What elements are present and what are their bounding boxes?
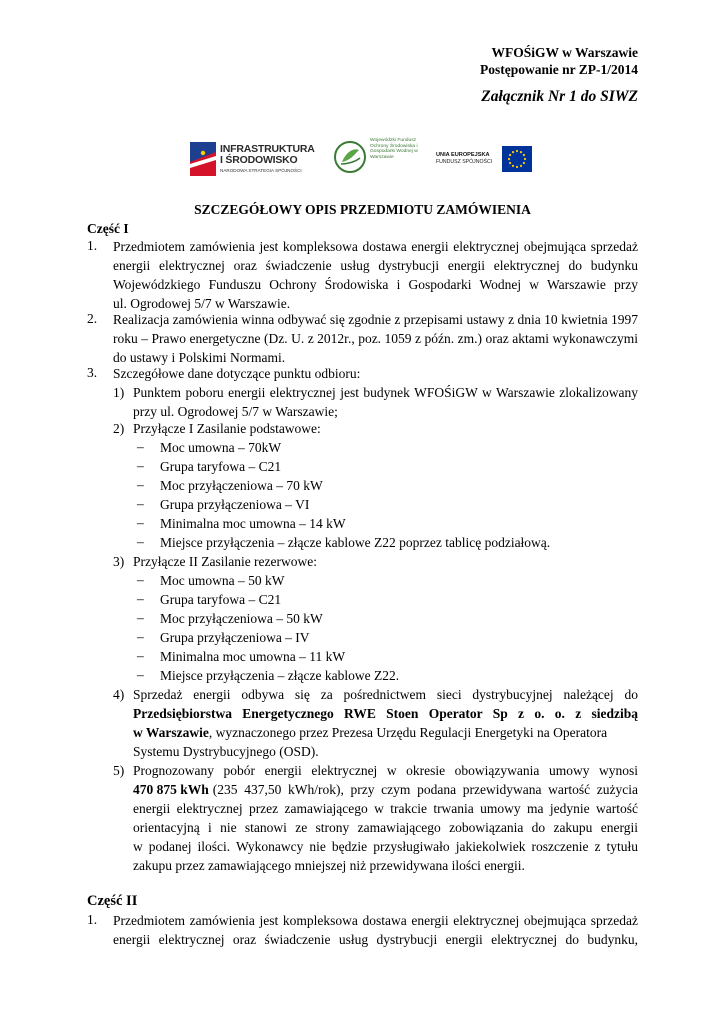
part2-item1-number: 1. xyxy=(87,912,98,927)
document-title: SZCZEGÓŁOWY OPIS PRZEDMIOTU ZAMÓWIENIA xyxy=(194,202,531,217)
sub5-line2-rest: (235 437,50 kWh/rok), przy czym podana przewidywana wartość zużycia xyxy=(212,782,638,797)
logos-bar xyxy=(190,136,535,186)
part1-item1-line2: energii elektrycznej oraz świadczenie usług dystrybucji energii elektrycznej do budynku xyxy=(113,258,638,273)
sub4-line3-bold: w Warszawie xyxy=(133,725,209,740)
eu-logo xyxy=(436,144,536,174)
sub2-list-item: Moc umowna – 70kW xyxy=(160,440,282,455)
sub3-bullet: – xyxy=(137,610,144,625)
sub5-line5: w podanej ilości. Wykonawcy nie będzie przysługiwało jakiekolwiek roszczenie z tytułu xyxy=(133,839,638,854)
sub3-list-item: Grupa taryfowa – C21 xyxy=(160,592,282,607)
sub5-line1: Prognozowany pobór energii elektrycznej w okresie obowiązywania umowy wynosi xyxy=(133,763,638,778)
sub4-line4: Systemu Dystrybucyjnego (OSD). xyxy=(133,744,319,759)
sub2-bullet: – xyxy=(137,477,144,492)
sub2-line1: Przyłącze I Zasilanie podstawowe: xyxy=(133,421,321,436)
part1-item1-line1: Przedmiotem zamówienia jest kompleksowa dostawa energii elektrycznej obejmująca sprzedaż xyxy=(113,239,638,254)
wfosigw-emblem-icon xyxy=(333,140,367,174)
sub3-number: 3) xyxy=(113,554,125,569)
infrastruktura-line1: INFRASTRUKTURA xyxy=(220,143,315,155)
sub1-number: 1) xyxy=(113,385,125,400)
part2-heading: Część II xyxy=(87,893,138,909)
sub5-number: 5) xyxy=(113,763,125,778)
infrastruktura-line3: NARODOWA STRATEGIA SPÓJNOŚCI xyxy=(220,168,302,173)
sub2-number: 2) xyxy=(113,421,125,436)
sub3-list-item: Moc umowna – 50 kW xyxy=(160,573,285,588)
part2-item1-line1: Przedmiotem zamówienia jest kompleksowa dostawa energii elektrycznej obejmująca sprzedaż xyxy=(113,913,638,928)
sub4-number: 4) xyxy=(113,687,125,702)
part1-item2-line1: Realizacja zamówienia winna odbywać się zgodnie z przepisami ustawy z dnia 10 kwietnia 1997 xyxy=(113,312,638,327)
sub5-line3: energii elektrycznej przez zamawiającego w trakcie trwania umowy ma jedynie wartość xyxy=(133,801,638,816)
part1-item3-line1: Szczegółowe dane dotyczące punktu odbioru: xyxy=(113,366,361,381)
sub3-list-item: Miejsce przyłączenia – złącze kablowe Z22. xyxy=(160,668,400,683)
sub4-line2: Przedsiębiorstwa Energetycznego RWE Stoen Operator Sp z o. o. z siedzibą xyxy=(133,706,638,721)
sub2-bullet: – xyxy=(137,496,144,511)
wfosigw-logo xyxy=(333,136,438,184)
sub2-list-item: Grupa przyłączeniowa – VI xyxy=(160,497,310,512)
sub1-line2: przy ul. Ogrodowej 5/7 w Warszawie; xyxy=(133,404,338,419)
part1-heading: Część I xyxy=(87,221,129,236)
sub5-line6: zakupu przez zamawiającego mniejszej niż przewidywana ilości energii. xyxy=(133,858,525,873)
part1-item2-line3: do ustawy i Polskimi Normami. xyxy=(113,350,286,365)
part1-item1-number: 1. xyxy=(87,238,98,253)
sub1-line1: Punktem poboru energii elektrycznej jest budynek WFOŚiGW w Warszawie zlokalizowany xyxy=(133,385,638,400)
sub2-list-item: Moc przyłączeniowa – 70 kW xyxy=(160,478,323,493)
part1-item1-line4: ul. Ogrodowej 5/7 w Warszawie. xyxy=(113,296,291,311)
sub3-list-item: Moc przyłączeniowa – 50 kW xyxy=(160,611,323,626)
eu-logo-line2: FUNDUSZ SPÓJNOŚCI xyxy=(436,159,493,165)
sub3-bullet: – xyxy=(137,572,144,587)
sub3-bullet: – xyxy=(137,648,144,663)
header-annex: Załącznik Nr 1 do SIWZ xyxy=(481,88,638,105)
sub2-bullet: – xyxy=(137,439,144,454)
sub2-list-item: Minimalna moc umowna – 14 kW xyxy=(160,516,346,531)
sub4-line1: Sprzedaż energii odbywa się za pośrednictwem sieci dystrybucyjnej należącej do xyxy=(133,687,638,702)
part1-item2-line2: roku – Prawo energetyczne (Dz. U. z 2012r., poz. 1059 z późn. zm.) oraz aktami wykonawczymi xyxy=(113,331,638,346)
sub3-bullet: – xyxy=(137,667,144,682)
wfosigw-logo-text: Wojewódzki Fundusz Ochrony Środowiska i Gospodarki Wodnej w Warszawie xyxy=(370,138,418,161)
sub3-list-item: Minimalna moc umowna – 11 kW xyxy=(160,649,346,664)
infrastruktura-line2: I ŚRODOWISKO xyxy=(220,154,298,166)
part1-item1-line3: Wojewódzkiego Funduszu Ochrony Środowiska i Gospodarki Wodnej w Warszawie przy xyxy=(113,277,638,292)
sub4-line3 xyxy=(133,724,607,741)
sub3-list-item: Grupa przyłączeniowa – IV xyxy=(160,630,310,645)
part2-item1-line2: energii elektrycznej oraz świadczenie usług dystrybucji energii elektrycznej do budynku, xyxy=(113,932,638,947)
sub2-list-item: Grupa taryfowa – C21 xyxy=(160,459,282,474)
sub3-bullet: – xyxy=(137,591,144,606)
sub3-bullet: – xyxy=(137,629,144,644)
eu-logo-line1: UNIA EUROPEJSKA xyxy=(436,152,490,158)
sub5-line2-bold: 470 875 kWh xyxy=(133,782,209,797)
header-organization: WFOŚiGW w Warszawie xyxy=(491,45,638,60)
eu-flag-icon xyxy=(502,146,532,172)
header-case-number: Postępowanie nr ZP-1/2014 xyxy=(480,62,638,77)
part1-item3-number: 3. xyxy=(87,365,98,380)
sub5-line2 xyxy=(133,781,638,798)
sub2-bullet: – xyxy=(137,458,144,473)
sub3-line1: Przyłącze II Zasilanie rezerwowe: xyxy=(133,554,318,569)
infrastruktura-logo xyxy=(190,138,315,180)
sub2-list-item: Miejsce przyłączenia – złącze kablowe Z22 poprzez tablicę podziałową. xyxy=(160,535,551,550)
sub2-bullet: – xyxy=(137,534,144,549)
part1-item2-number: 2. xyxy=(87,311,98,326)
infrastruktura-flag-icon xyxy=(190,142,216,176)
sub4-line3-rest: , wyznaczonego przez Prezesa Urzędu Regulacji Energetyki na Operatora xyxy=(208,725,608,740)
sub2-bullet: – xyxy=(137,515,144,530)
sub5-line4: orientacyjną i nie stanowi ze strony zamawiającego zobowiązania do zakupu energii xyxy=(133,820,638,835)
